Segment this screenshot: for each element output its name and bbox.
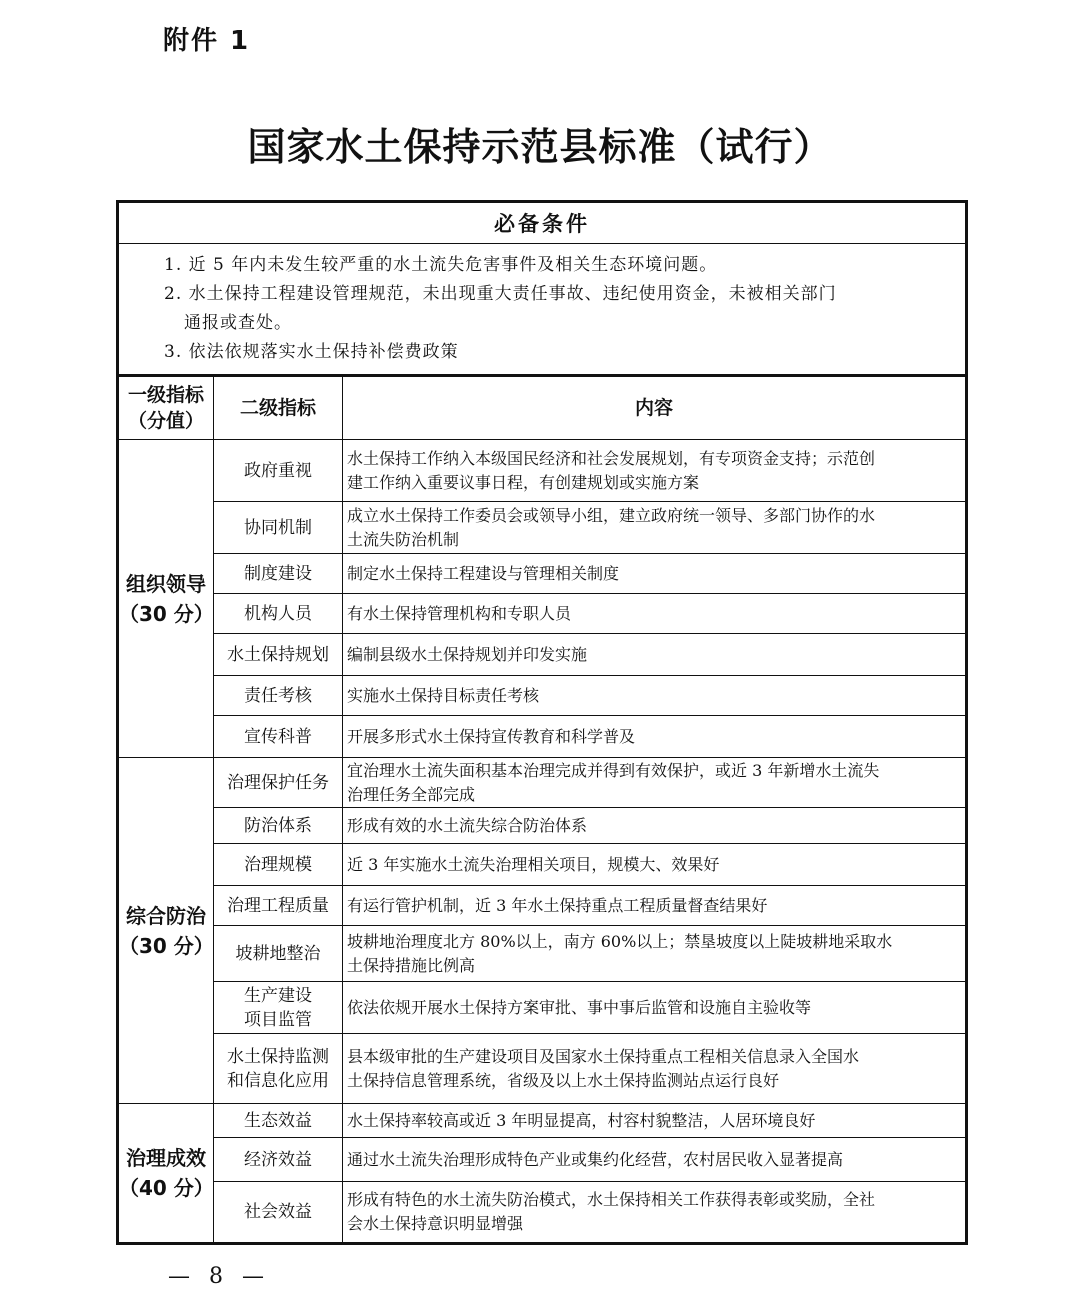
level1-indicator [118, 440, 214, 758]
level1-indicator-score: （30 分） [119, 933, 214, 958]
level1-header [118, 376, 214, 440]
level1-indicator-score: （40 分） [119, 1176, 214, 1200]
level1-header-line: （分值） [127, 410, 204, 432]
content-line: 土保持措施比例高 [347, 955, 476, 975]
content-line: 坡耕地治理度北方 80%以上，南方 60%以上；禁垦坡度以上陡坡耕地采取水 [347, 931, 893, 951]
requirement-item-continuation: 通报或查处。 [184, 313, 292, 333]
indicator-content [343, 554, 967, 594]
level2-indicator-line: 和信息化应用 [227, 1070, 329, 1091]
level2-indicator: 治理规模 [214, 844, 343, 886]
content-line: 通过水土流失治理形成特色产业或集约化经营，农村居民收入显著提高 [347, 1149, 844, 1169]
indicator-row [118, 554, 967, 594]
level2-indicator-line: 生产建设 [244, 985, 312, 1006]
indicator-row [118, 440, 967, 502]
level1-indicator-name: 综合防治 [126, 903, 206, 928]
indicator-content [343, 926, 967, 982]
level2-indicator: 制度建设 [214, 554, 343, 594]
level2-indicator: 生态效益 [214, 1104, 343, 1138]
content-line: 实施水土保持目标责任考核 [347, 685, 540, 705]
indicator-row [118, 502, 967, 554]
content-line: 编制县级水土保持规划并印发实施 [347, 644, 588, 664]
indicator-row [118, 1104, 967, 1138]
level2-indicator-line: 水土保持监测 [227, 1046, 329, 1067]
level2-indicator [214, 1034, 343, 1104]
indicator-content [343, 808, 967, 844]
attachment-label: 附件 1 [163, 26, 251, 56]
indicator-content [343, 676, 967, 716]
level2-indicator: 防治体系 [214, 808, 343, 844]
indicator-row [118, 1034, 967, 1104]
requirements-header-row [118, 202, 967, 244]
requirement-item: 2. 水土保持工程建设管理规范，未出现重大责任事故、违纪使用资金，未被相关部门 [164, 284, 837, 304]
level1-header-line: 一级指标 [127, 384, 204, 406]
requirements-body-row [118, 244, 967, 376]
content-line: 制定水土保持工程建设与管理相关制度 [347, 563, 620, 583]
content-line: 土流失防治机制 [347, 529, 460, 549]
requirement-item: 3. 依法依规落实水土保持补偿费政策 [164, 342, 459, 362]
indicator-content [343, 634, 967, 676]
indicator-content [343, 1104, 967, 1138]
indicator-content [343, 594, 967, 634]
level1-indicator [118, 758, 214, 1104]
content-line: 县本级审批的生产建设项目及国家水土保持重点工程相关信息录入全国水 [347, 1046, 860, 1066]
level2-indicator [214, 982, 343, 1034]
indicator-row [118, 676, 967, 716]
indicator-row [118, 886, 967, 926]
requirements-heading: 必备条件 [118, 202, 967, 244]
content-line: 形成有特色的水土流失防治模式，水土保持相关工作获得表彰或奖励，全社 [347, 1190, 876, 1209]
indicator-row [118, 808, 967, 844]
indicator-content [343, 1034, 967, 1104]
indicator-row [118, 716, 967, 758]
indicator-row [118, 844, 967, 886]
indicator-row [118, 758, 967, 808]
indicator-content [343, 844, 967, 886]
content-line: 依法依规开展水土保持方案审批、事中事后监管和设施自主验收等 [347, 997, 812, 1017]
indicator-row [118, 594, 967, 634]
indicator-content [343, 1182, 967, 1244]
indicator-row [118, 1138, 967, 1182]
requirement-item: 1. 近 5 年内未发生较严重的水土流失危害事件及相关生态环境问题。 [164, 255, 718, 275]
content-line: 形成有效的水土流失综合防治体系 [347, 815, 588, 835]
content-line: 水土保持工作纳入本级国民经济和社会发展规划，有专项资金支持；示范创 [347, 448, 876, 468]
indicator-content [343, 440, 967, 502]
content-line: 水土保持率较高或近 3 年明显提高，村容村貌整洁，人居环境良好 [347, 1110, 816, 1130]
content-line: 有水土保持管理机构和专职人员 [347, 603, 572, 623]
indicator-content [343, 716, 967, 758]
level2-indicator: 宣传科普 [214, 716, 343, 758]
level1-indicator-name: 组织领导 [126, 571, 206, 596]
indicator-content [343, 758, 967, 808]
level2-indicator: 水土保持规划 [214, 634, 343, 676]
standards-table [116, 200, 968, 1245]
level2-indicator: 政府重视 [214, 440, 343, 502]
content-header: 内容 [343, 376, 967, 440]
indicator-content [343, 502, 967, 554]
indicator-content [343, 982, 967, 1034]
indicator-content [343, 1138, 967, 1182]
content-line: 建工作纳入重要议事日程，有创建规划或实施方案 [347, 472, 700, 492]
page-number: — 8 — [168, 1264, 270, 1289]
level2-indicator: 社会效益 [214, 1182, 343, 1244]
level2-indicator: 责任考核 [214, 676, 343, 716]
level2-indicator: 治理保护任务 [214, 758, 343, 808]
content-line: 近 3 年实施水土流失治理相关项目，规模大、效果好 [347, 854, 720, 874]
content-line: 开展多形式水土保持宣传教育和科学普及 [347, 726, 636, 746]
content-line: 土保持信息管理系统，省级及以上水土保持监测站点运行良好 [347, 1070, 780, 1090]
content-line: 会水土保持意识明显增强 [347, 1214, 524, 1233]
content-line: 有运行管护机制，近 3 年水土保持重点工程质量督查结果好 [347, 895, 768, 915]
content-line: 成立水土保持工作委员会或领导小组，建立政府统一领导、多部门协作的水 [347, 505, 876, 525]
requirements-list [118, 244, 967, 376]
level2-indicator: 治理工程质量 [214, 886, 343, 926]
level2-indicator: 经济效益 [214, 1138, 343, 1182]
indicator-row [118, 1182, 967, 1244]
column-header-row [118, 376, 967, 440]
indicator-row [118, 982, 967, 1034]
level1-indicator-name: 治理成效 [126, 1146, 206, 1170]
document-title: 国家水土保持示范县标准（试行） [247, 125, 833, 169]
level2-indicator: 协同机制 [214, 502, 343, 554]
indicator-content [343, 886, 967, 926]
level2-indicator: 坡耕地整治 [214, 926, 343, 982]
level1-indicator [118, 1104, 214, 1244]
indicator-row [118, 926, 967, 982]
content-line: 治理任务全部完成 [347, 784, 476, 804]
content-line: 宜治理水土流失面积基本治理完成并得到有效保护，或近 3 年新增水土流失 [347, 760, 880, 780]
level2-header: 二级指标 [214, 376, 343, 440]
level2-indicator-line: 项目监管 [244, 1009, 312, 1030]
level1-indicator-score: （30 分） [119, 601, 214, 626]
indicator-row [118, 634, 967, 676]
level2-indicator: 机构人员 [214, 594, 343, 634]
